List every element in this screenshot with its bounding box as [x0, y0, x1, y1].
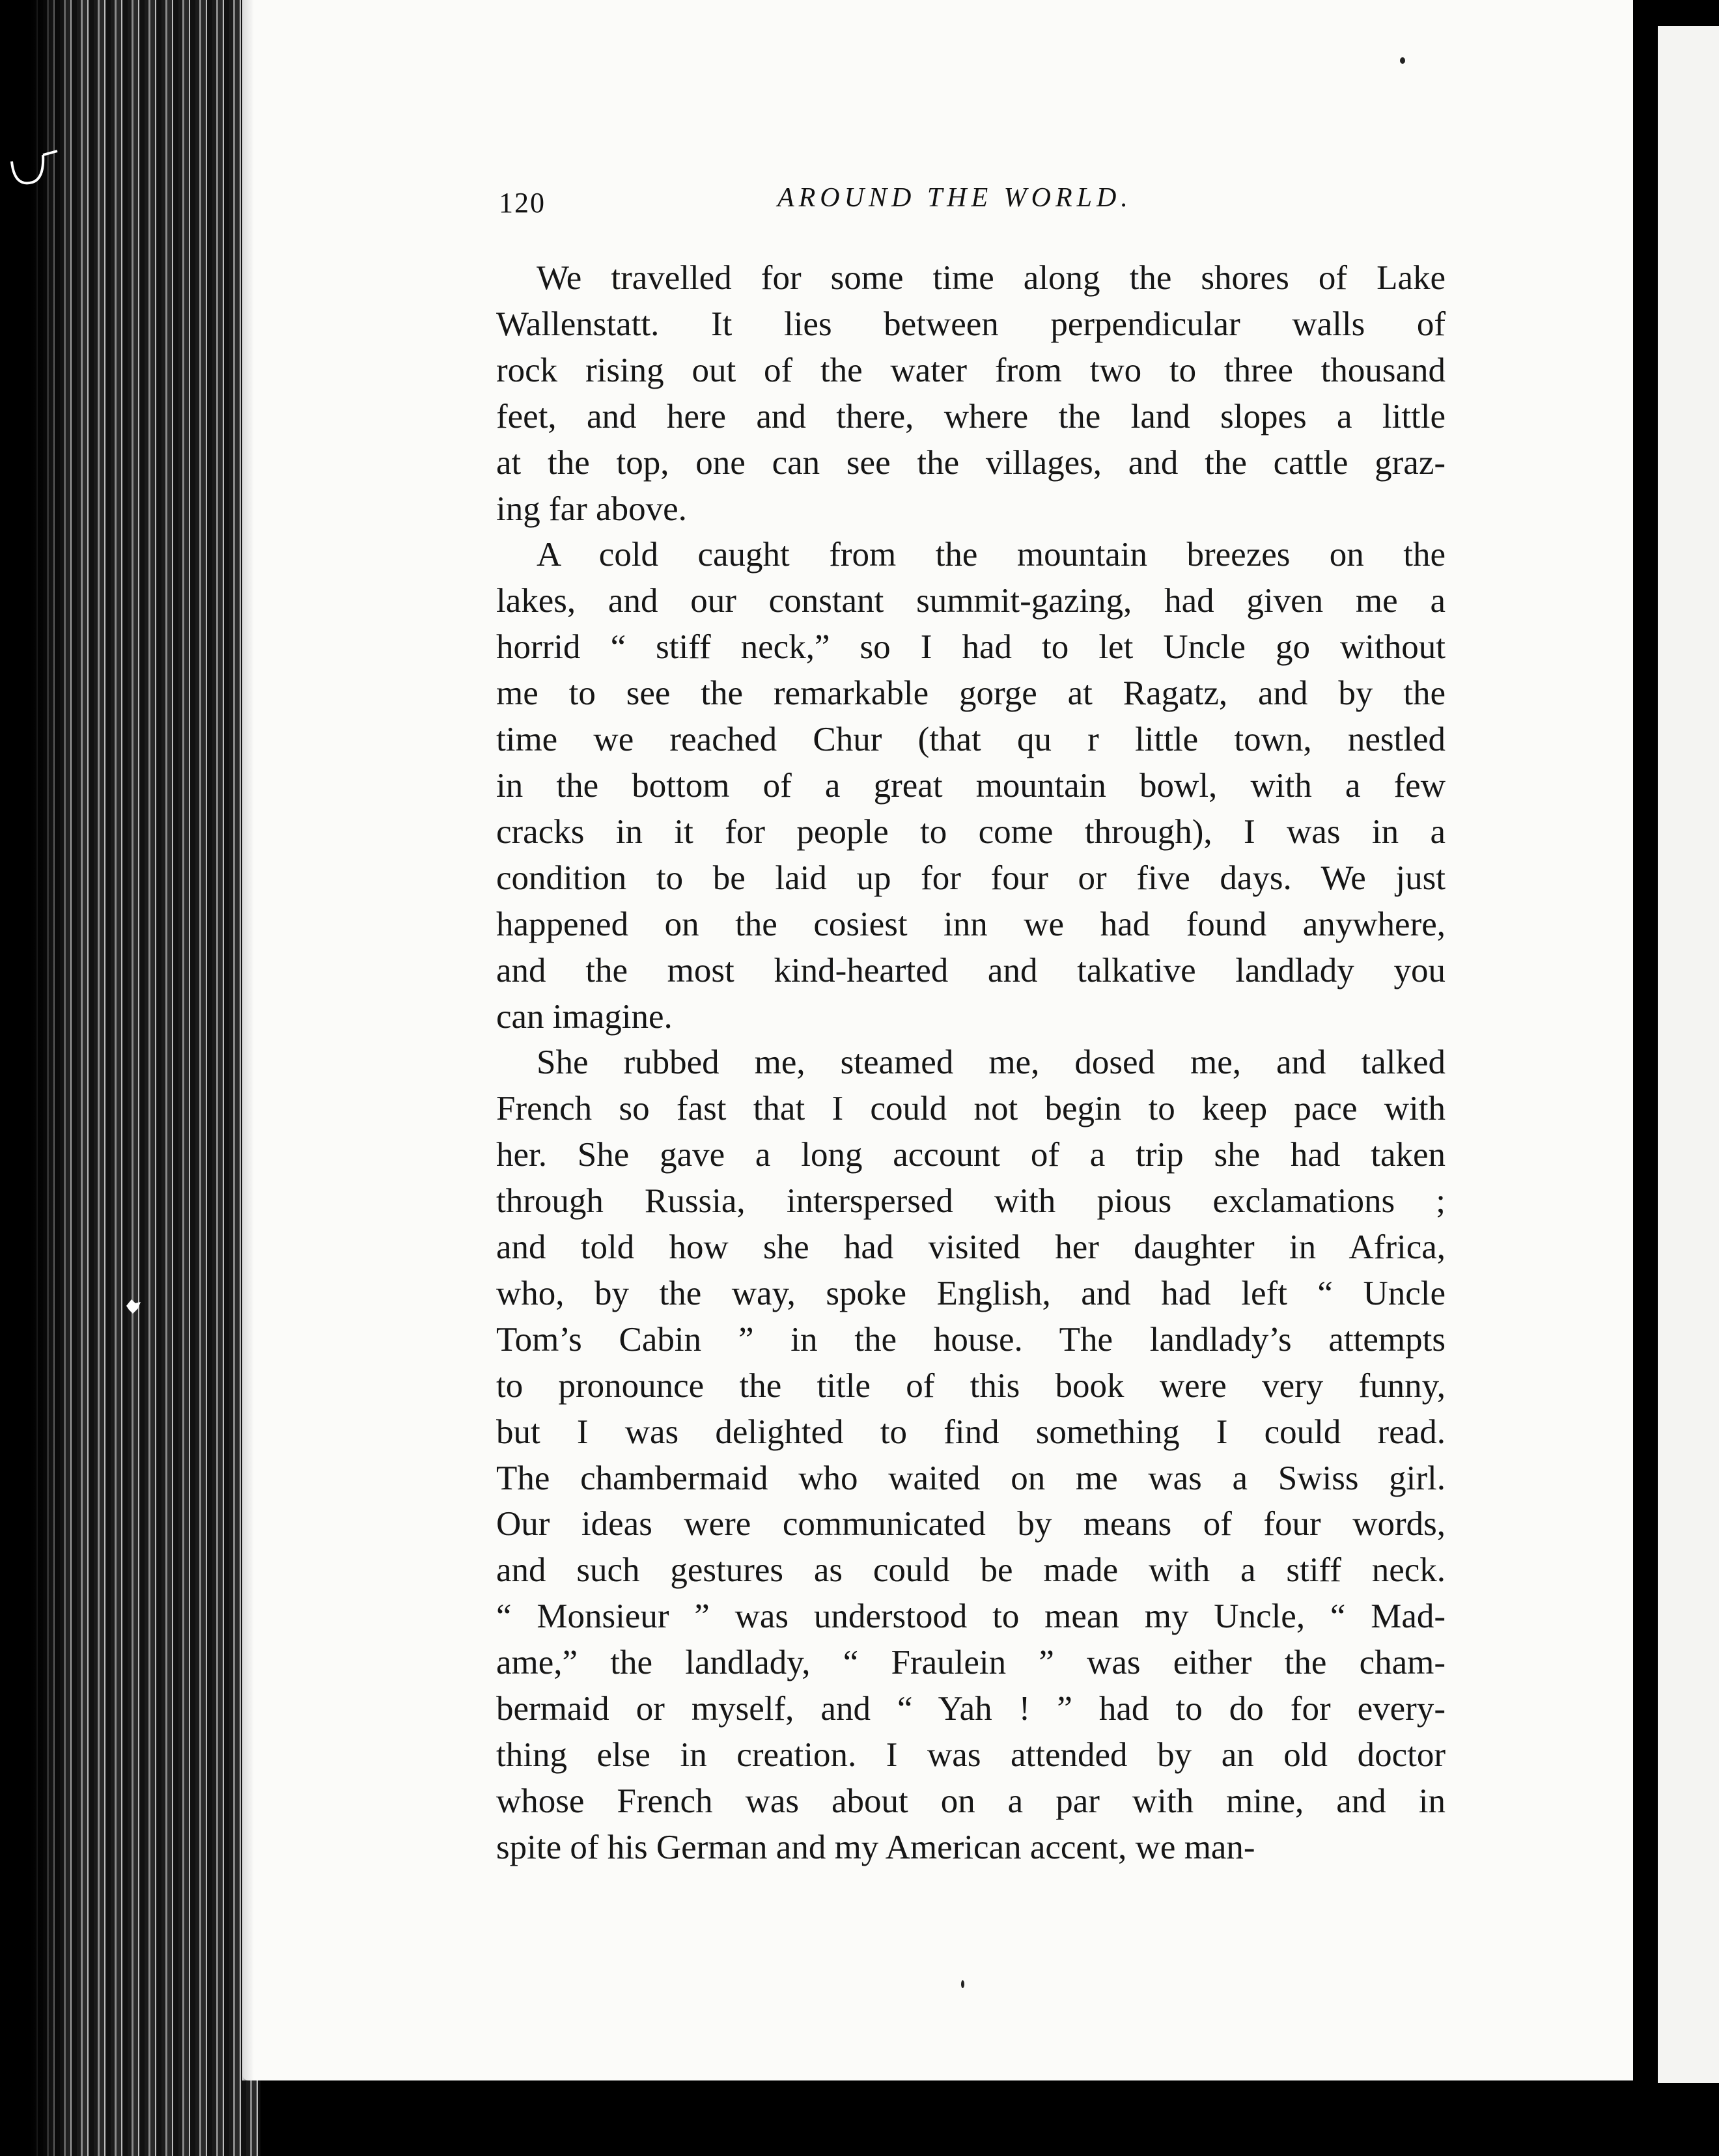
- text-line: Our ideas were communicated by means of four words,: [496, 1505, 1446, 1543]
- text-line: spite of his German and my American accent, we man-: [496, 1828, 1255, 1866]
- ink-dot: [961, 1980, 964, 1988]
- paragraph: [496, 532, 1446, 1040]
- text-line: me to see the remarkable gorge at Ragatz, and by the: [496, 674, 1446, 713]
- text-line: We travelled for some time along the shores of Lake: [537, 259, 1446, 297]
- text-line: cracks in it for people to come through), I was in a: [496, 812, 1446, 851]
- text-line: horrid “ stiff neck,” so I had to let Uncle go without: [496, 628, 1446, 667]
- text-line: happened on the cosiest inn we had found anywhere,: [496, 905, 1446, 943]
- text-line: and such gestures as could be made with a stiff neck.: [496, 1551, 1446, 1590]
- text-line: condition to be laid up for four or five days. We just: [496, 859, 1446, 897]
- running-head: [499, 180, 1449, 225]
- text-line: through Russia, interspersed with pious exclamations ;: [496, 1182, 1446, 1221]
- text-line: French so fast that I could not begin to keep pace with: [496, 1090, 1446, 1128]
- scan-speck: [124, 1297, 143, 1316]
- text-line: thing else in creation. I was attended by an old doctor: [496, 1736, 1446, 1774]
- text-line: ame,” the landlady, “ Fraulein ” was either the cham-: [496, 1644, 1446, 1682]
- text-line: her. She gave a long account of a trip she had taken: [496, 1136, 1446, 1174]
- text-line: bermaid or myself, and “ Yah ! ” had to do for every-: [496, 1690, 1446, 1728]
- edge-shadow: [0, 0, 78, 2156]
- text-line: feet, and here and there, where the land slopes a little: [496, 397, 1446, 435]
- text-line: who, by the way, spoke English, and had left “ Uncle: [496, 1274, 1446, 1312]
- margin-mark: [5, 142, 64, 200]
- text-line: in the bottom of a great mountain bowl, with a few: [496, 766, 1446, 805]
- body-text: [496, 255, 1446, 1871]
- text-line: A cold caught from the mountain breezes on the: [537, 536, 1446, 574]
- ink-dot: [1400, 57, 1405, 64]
- facing-page: [1658, 26, 1719, 2083]
- text-line: Wallenstatt. It lies between perpendicular walls of: [496, 305, 1446, 343]
- text-line: and the most kind-hearted and talkative landlady you: [496, 951, 1446, 989]
- text-line: time we reached Chur (that qu r little town, nestled: [496, 721, 1446, 759]
- paragraph: [496, 1040, 1446, 1870]
- text-line: Tom’s Cabin ” in the house. The landlady’s attempts: [496, 1320, 1446, 1359]
- text-line: to pronounce the title of this book were very funny,: [496, 1366, 1446, 1405]
- text-line: at the top, one can see the villages, and the cattle graz-: [496, 443, 1446, 482]
- paragraph: [496, 255, 1446, 532]
- page-number: 120: [499, 187, 546, 219]
- text-line: “ Monsieur ” was understood to mean my Uncle, “ Mad-: [496, 1597, 1446, 1636]
- text-line: and told how she had visited her daughter in Africa,: [496, 1228, 1446, 1267]
- text-line: The chambermaid who waited on me was a Swiss girl.: [496, 1459, 1446, 1497]
- text-line: ing far above.: [496, 490, 687, 528]
- text-line: She rubbed me, steamed me, dosed me, and talked: [537, 1043, 1446, 1082]
- text-line: whose French was about on a par with mine, and in: [496, 1782, 1446, 1820]
- text-line: rock rising out of the water from two to three thousand: [496, 351, 1446, 389]
- text-line: can imagine.: [496, 997, 673, 1036]
- running-title: AROUND THE WORLD.: [777, 183, 1132, 213]
- facing-page-edge: [1633, 0, 1719, 2156]
- text-line: but I was delighted to find something I could read.: [496, 1413, 1446, 1451]
- page-gutter-shadow: [242, 0, 254, 2080]
- text-line: lakes, and our constant summit-gazing, had given me a: [496, 582, 1446, 620]
